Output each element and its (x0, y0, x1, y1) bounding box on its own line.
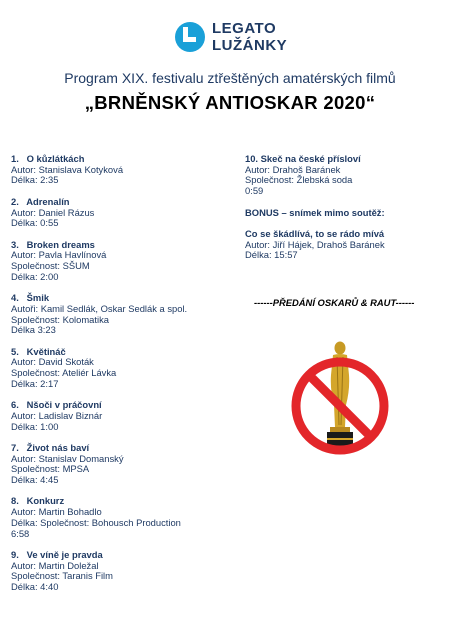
film-detail: Společnost: Taranis Film (11, 570, 113, 582)
bonus-film (245, 229, 455, 261)
film-detail: Délka: 2:35 (11, 174, 59, 186)
film-detail: Autor: Martin Bohadlo (11, 506, 102, 518)
logo-line-1: LEGATO (212, 20, 277, 37)
film-detail: Délka: 2:00 (11, 270, 59, 282)
film-detail: Autor: Jiří Hájek, Drahoš Baránek (245, 238, 385, 250)
film-detail: Autor: Ladislav Biznár (11, 409, 103, 421)
legato-logo-icon (174, 21, 206, 53)
film-item-5 (11, 347, 231, 390)
film-detail: Délka: 4:45 (11, 474, 59, 485)
film-title: 10. Skeč na české přísloví (245, 153, 361, 164)
film-item-3 (11, 240, 231, 283)
film-detail: Délka 3:23 (11, 324, 56, 336)
film-list-left (11, 154, 231, 593)
film-title: 6. Nšoči v práčovní (11, 399, 102, 411)
film-item-6 (11, 400, 231, 432)
film-item-8 (11, 496, 231, 539)
film-item-1 (11, 154, 231, 186)
film-detail: Délka: 0:55 (11, 217, 59, 229)
film-detail: Délka: 15:57 (245, 249, 298, 261)
film-title: 4. Šmik (11, 292, 50, 304)
oscar-prohibition-icon (290, 335, 390, 477)
film-item-10 (245, 154, 455, 197)
film-title: 2. Adrenalín (11, 195, 70, 207)
film-title: 8. Konkurz (11, 495, 65, 507)
bonus-heading: BONUS – snímek mimo soutěž: (245, 206, 385, 218)
film-detail: Autoři: Kamil Sedlák, Oskar Sedlák a spol. (11, 302, 188, 314)
film-detail: Společnost: SŠUM (11, 260, 90, 271)
film-item-2 (11, 197, 231, 229)
film-title: 7. Život nás baví (11, 441, 90, 453)
film-detail: Délka: 4:40 (11, 581, 59, 592)
film-detail: Autor: Martin Doležal (11, 559, 99, 571)
bonus-film-title: Co se škádlívá, to se rádo mívá (245, 227, 385, 239)
film-title: 1. O kůzlátkách (11, 153, 85, 164)
page-title: „BRNĚNSKÝ ANTIOSKAR 2020“ (84, 92, 376, 113)
film-detail: Společnost: Ateliér Lávka (11, 367, 117, 378)
film-detail: 0:59 (245, 185, 264, 197)
page-subtitle: Program XIX. festivalu ztřeštěných amatérských filmů (64, 70, 396, 86)
film-detail: Autor: Pavla Havlínová (11, 249, 107, 261)
film-detail: Společnost: Kolomatika (11, 313, 109, 325)
logo-line-2: LUŽÁNKY (212, 37, 288, 54)
film-detail: Společnost: Žlebská soda (245, 174, 353, 186)
film-detail: Délka: 2:17 (11, 377, 59, 389)
film-list-right (245, 154, 455, 261)
award-ceremony-text: ------PŘEDÁNÍ OSKARŮ & RAUT------ (254, 297, 415, 308)
film-detail: Délka: 1:00 (11, 420, 59, 432)
film-detail: 6:58 (11, 527, 30, 539)
film-title: 9. Ve víně je pravda (11, 548, 103, 560)
film-detail: Autor: Daniel Rázus (11, 206, 95, 218)
film-title: 3. Broken dreams (11, 238, 95, 250)
film-detail: Autor: Stanislav Domanský (11, 452, 124, 464)
film-item-4 (11, 293, 231, 336)
film-item-7 (11, 443, 231, 486)
film-detail: Autor: David Skoták (11, 356, 94, 368)
film-detail: Společnost: MPSA (11, 463, 90, 475)
legato-luzanky-logo (174, 20, 294, 56)
logo-text (212, 20, 287, 54)
film-detail: Autor: Stanislava Kotyková (11, 163, 124, 175)
film-detail: Délka: Společnost: Bohousch Production (11, 516, 181, 528)
film-title: 5. Květináč (11, 345, 66, 357)
film-item-9 (11, 550, 231, 593)
film-detail: Autor: Drahoš Baránek (245, 163, 341, 175)
